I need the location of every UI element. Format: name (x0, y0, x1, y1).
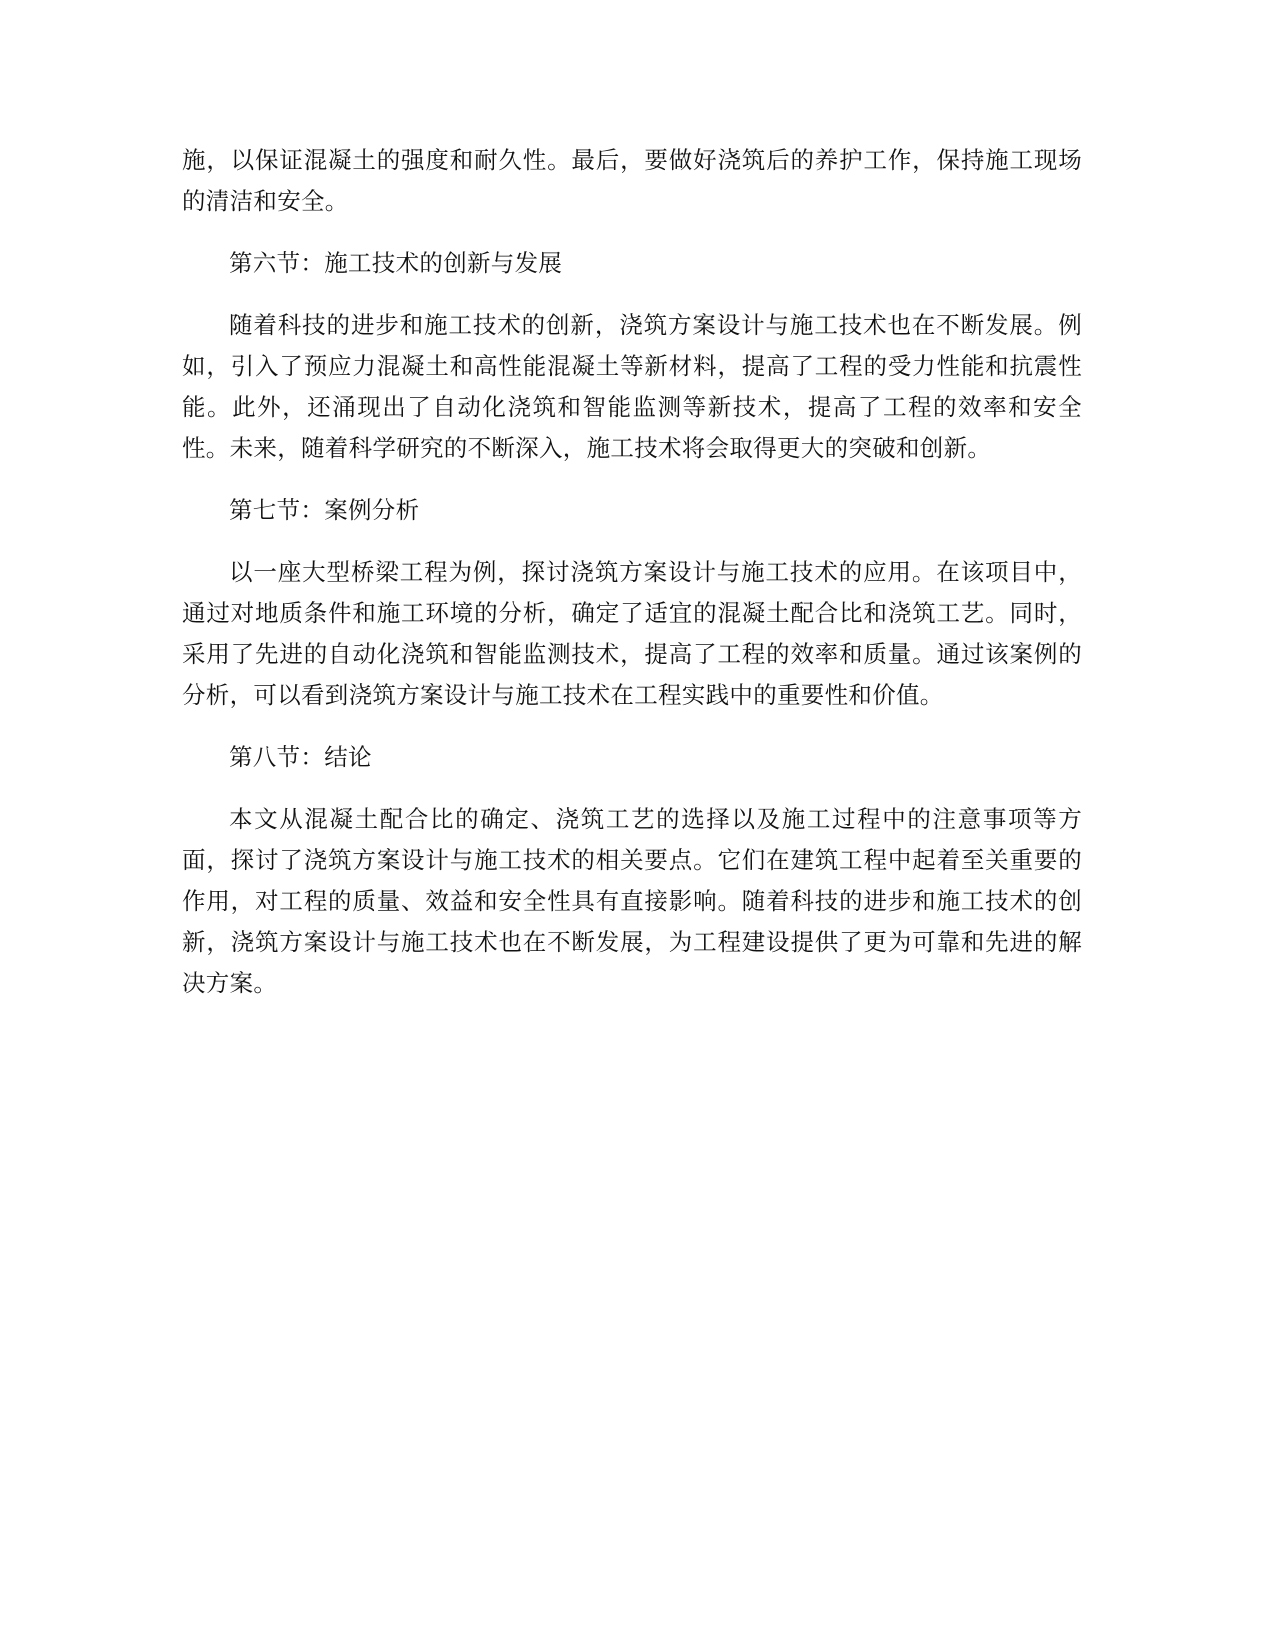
section-heading-6: 第六节：施工技术的创新与发展 (229, 249, 563, 277)
section-heading-7: 第七节：案例分析 (229, 496, 420, 524)
section-heading-8: 第八节：结论 (229, 743, 372, 771)
body-paragraph-innovation: 随着科技的进步和施工技术的创新，浇筑方案设计与施工技术也在不断发展。例如，引入了预应力混凝土和高性能混凝土等新材料，提高了工程的受力性能和抗震性能。此外，还涌现出了自动化浇筑和智能监测等新技术，提高了工程的效率和安全性。未来，随着科学研究的不断深入，施工技术将会取得更大的突破和创新。 (182, 311, 1082, 462)
body-paragraph-conclusion: 本文从混凝土配合比的确定、浇筑工艺的选择以及施工过程中的注意事项等方面，探讨了浇筑方案设计与施工技术的相关要点。它们在建筑工程中起着至关重要的作用，对工程的质量、效益和安全性具有直接影响。随着科技的进步和施工技术的创新，浇筑方案设计与施工技术也在不断发展，为工程建设提供了更为可靠和先进的解决方案。 (182, 805, 1082, 997)
document-body (182, 140, 1082, 1004)
body-paragraph-case-study: 以一座大型桥梁工程为例，探讨浇筑方案设计与施工技术的应用。在该项目中，通过对地质条件和施工环境的分析，确定了适宜的混凝土配合比和浇筑工艺。同时，采用了先进的自动化浇筑和智能监测技术，提高了工程的效率和质量。通过该案例的分析，可以看到浇筑方案设计与施工技术在工程实践中的重要性和价值。 (182, 558, 1082, 709)
body-paragraph-continued: 施，以保证混凝土的强度和耐久性。最后，要做好浇筑后的养护工作，保持施工现场的清洁和安全。 (182, 146, 1082, 215)
